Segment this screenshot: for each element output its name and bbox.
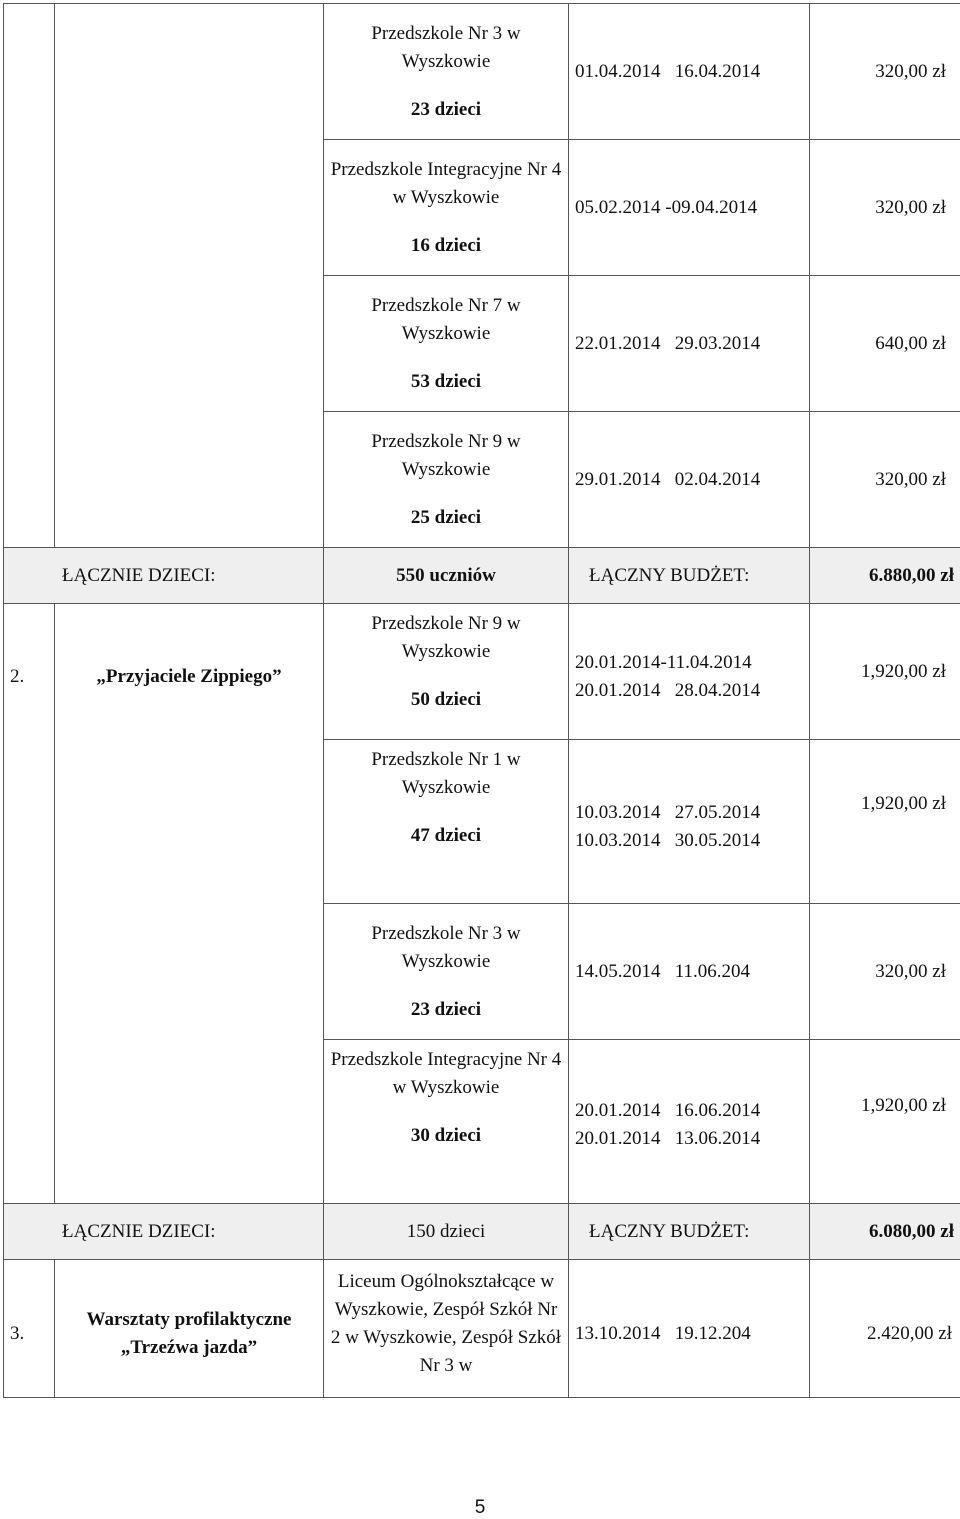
institution-cell: Przedszkole Nr 7 w Wyszkowie 53 dzieci [324, 276, 569, 412]
institution-cell: Liceum Ogólnokształcące w Wyszkowie, Zespół Szkół Nr 2 w Wyszkowie, Zespół Szkół Nr 3 w [324, 1260, 569, 1398]
amount-cell: 640,00 zł [810, 276, 960, 412]
date-cell: 29.01.2014 02.04.2014 [569, 412, 810, 548]
program-name: „Przyjaciele Zippiego” [55, 604, 324, 740]
summary-row: ŁĄCZNIE DZIECI: 550 uczniów ŁĄCZNY BUDŻET: 6.880,00 zł [4, 548, 960, 604]
table-row [4, 904, 960, 1040]
date-cell: 20.01.2014-11.04.2014 20.01.2014 28.04.2014 [569, 604, 810, 740]
institution-cell: Przedszkole Nr 3 w Wyszkowie 23 dzieci [324, 4, 569, 140]
amount-cell: 1,920,00 zł [810, 604, 960, 740]
institution-cell: Przedszkole Integracyjne Nr 4 w Wyszkowie 30 dzieci [324, 1040, 569, 1204]
table-row [4, 1260, 960, 1398]
institution-cell: Przedszkole Nr 1 w Wyszkowie 47 dzieci [324, 740, 569, 904]
table-row [4, 412, 960, 548]
amount-cell: 320,00 zł [810, 904, 960, 1040]
amount-cell: 320,00 zł [810, 4, 960, 140]
date-cell: 22.01.2014 29.03.2014 [569, 276, 810, 412]
table-row [4, 740, 960, 904]
institution-cell: Przedszkole Nr 9 w Wyszkowie 50 dzieci [324, 604, 569, 740]
date-cell: 20.01.2014 16.06.2014 20.01.2014 13.06.2014 [569, 1040, 810, 1204]
date-cell: 13.10.2014 19.12.204 [569, 1260, 810, 1398]
amount-cell: 2.420,00 zł [810, 1260, 960, 1398]
amount-cell: 320,00 zł [810, 412, 960, 548]
date-cell: 01.04.2014 16.04.2014 [569, 4, 810, 140]
program-number: 2. [4, 604, 55, 740]
institution-cell: Przedszkole Nr 3 w Wyszkowie 23 dzieci [324, 904, 569, 1040]
program-number: 3. [4, 1260, 55, 1398]
date-cell: 14.05.2014 11.06.204 [569, 904, 810, 1040]
table-row [4, 140, 960, 276]
institution-cell: Przedszkole Nr 9 w Wyszkowie 25 dzieci [324, 412, 569, 548]
program-table [3, 3, 960, 1398]
amount-cell: 320,00 zł [810, 140, 960, 276]
date-cell: 10.03.2014 27.05.2014 10.03.2014 30.05.2014 [569, 740, 810, 904]
institution-cell: Przedszkole Integracyjne Nr 4 w Wyszkowie 16 dzieci [324, 140, 569, 276]
page-number: 5 [474, 1497, 486, 1518]
amount-cell: 1,920,00 zł [810, 740, 960, 904]
program-name: Warsztaty profilaktyczne „Trzeźwa jazda” [55, 1260, 324, 1398]
date-cell: 05.02.2014 -09.04.2014 [569, 140, 810, 276]
table-row [4, 604, 960, 740]
table-row [4, 1040, 960, 1204]
table-row [4, 4, 960, 140]
amount-cell: 1,920,00 zł [810, 1040, 960, 1204]
summary-row: ŁĄCZNIE DZIECI: 150 dzieci ŁĄCZNY BUDŻET: 6.080,00 zł [4, 1204, 960, 1260]
table-row [4, 276, 960, 412]
